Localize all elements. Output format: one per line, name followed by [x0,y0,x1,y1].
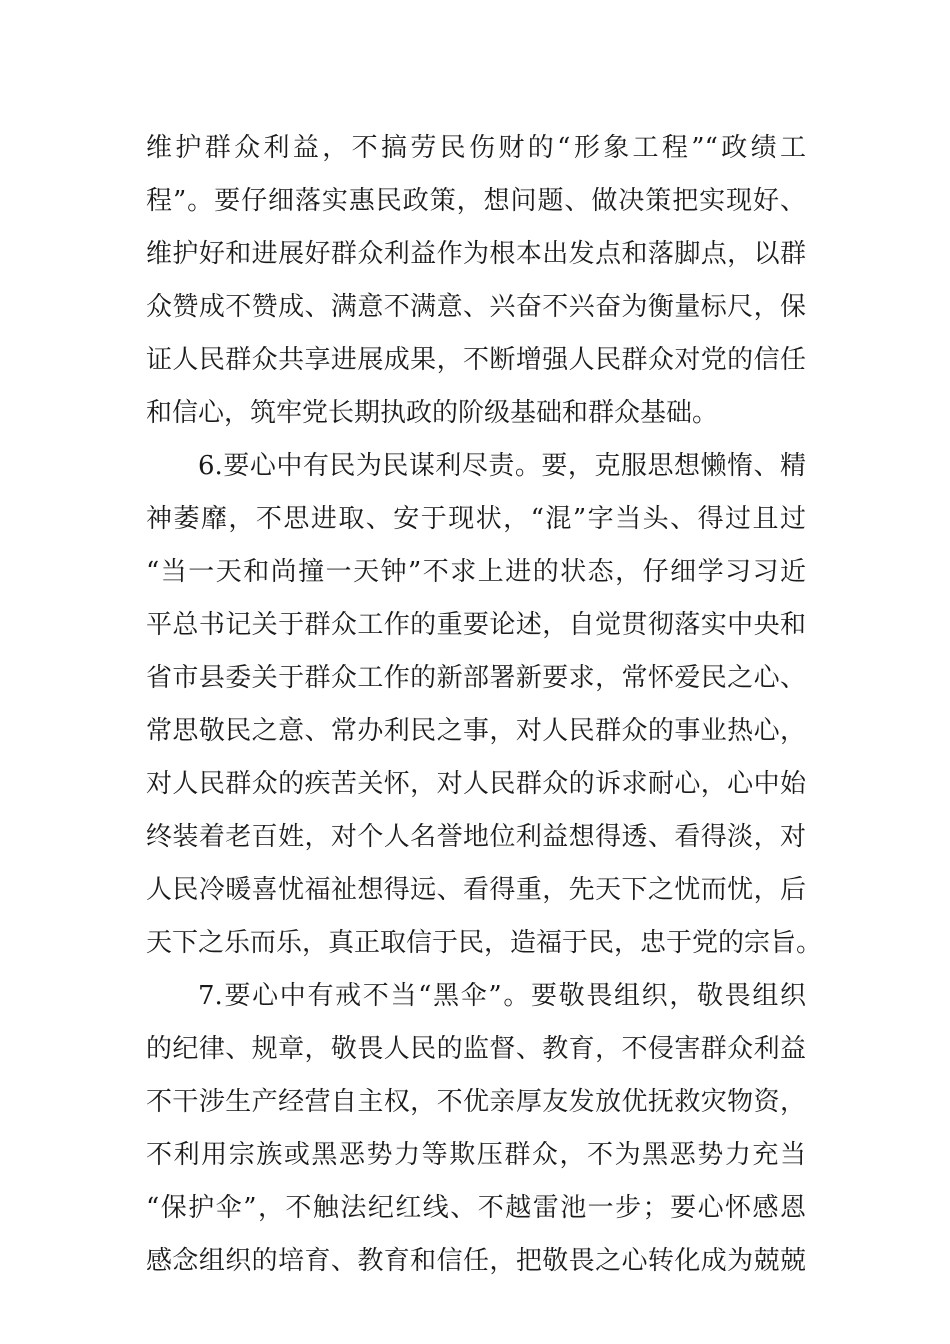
paragraph-line: 平总书记关于群众工作的重要论述，自觉贯彻落实中央和 [146,610,806,640]
paragraph-line: 维护好和进展好群众利益作为根本出发点和落脚点，以群 [146,239,806,269]
paragraph-line: “当一天和尚撞一天钟”不求上进的状态，仔细学习习近 [146,557,806,587]
paragraph-line: 6.要心中有民为民谋利尽责。要，克服思想懒惰、精 [198,451,806,481]
paragraph-line: 省市县委关于群众工作的新部署新要求，常怀爱民之心、 [146,663,806,693]
paragraph-line: 终装着老百姓，对个人名誉地位利益想得透、看得淡，对 [146,822,806,852]
paragraph-line: 证人民群众共享进展成果，不断增强人民群众对党的信任 [146,345,806,375]
paragraph-line: 和信心，筑牢党长期执政的阶级基础和群众基础。 [146,398,719,428]
paragraph-line: 常思敬民之意、常办利民之事，对人民群众的事业热心， [146,716,806,746]
paragraph-line: 感念组织的培育、教育和信任，把敬畏之心转化成为兢兢 [146,1246,806,1276]
paragraph-line: 不利用宗族或黑恶势力等欺压群众，不为黑恶势力充当 [146,1140,806,1170]
paragraph-line: 众赞成不赞成、满意不满意、兴奋不兴奋为衡量标尺，保 [146,292,806,322]
paragraph-line: 人民冷暖喜忧福祉想得远、看得重，先天下之忧而忧，后 [146,875,806,905]
paragraph-line: 维护群众利益，不搞劳民伤财的“形象工程”“政绩工 [146,133,806,163]
paragraph-line: 7.要心中有戒不当“黑伞”。要敬畏组织，敬畏组织 [198,981,806,1011]
paragraph-line: “保护伞”，不触法纪红线、不越雷池一步；要心怀感恩 [146,1193,806,1223]
paragraph-line: 天下之乐而乐，真正取信于民，造福于民，忠于党的宗旨。 [146,928,823,958]
paragraph-line: 不干涉生产经营自主权，不优亲厚友发放优抚救灾物资， [146,1087,806,1117]
paragraph-line: 的纪律、规章，敬畏人民的监督、教育，不侵害群众利益 [146,1034,806,1064]
paragraph-line: 程”。要仔细落实惠民政策，想问题、做决策把实现好、 [146,186,806,216]
paragraph-line: 神萎靡，不思进取、安于现状，“混”字当头、得过且过 [146,504,806,534]
paragraph-line: 对人民群众的疾苦关怀，对人民群众的诉求耐心，心中始 [146,769,806,799]
